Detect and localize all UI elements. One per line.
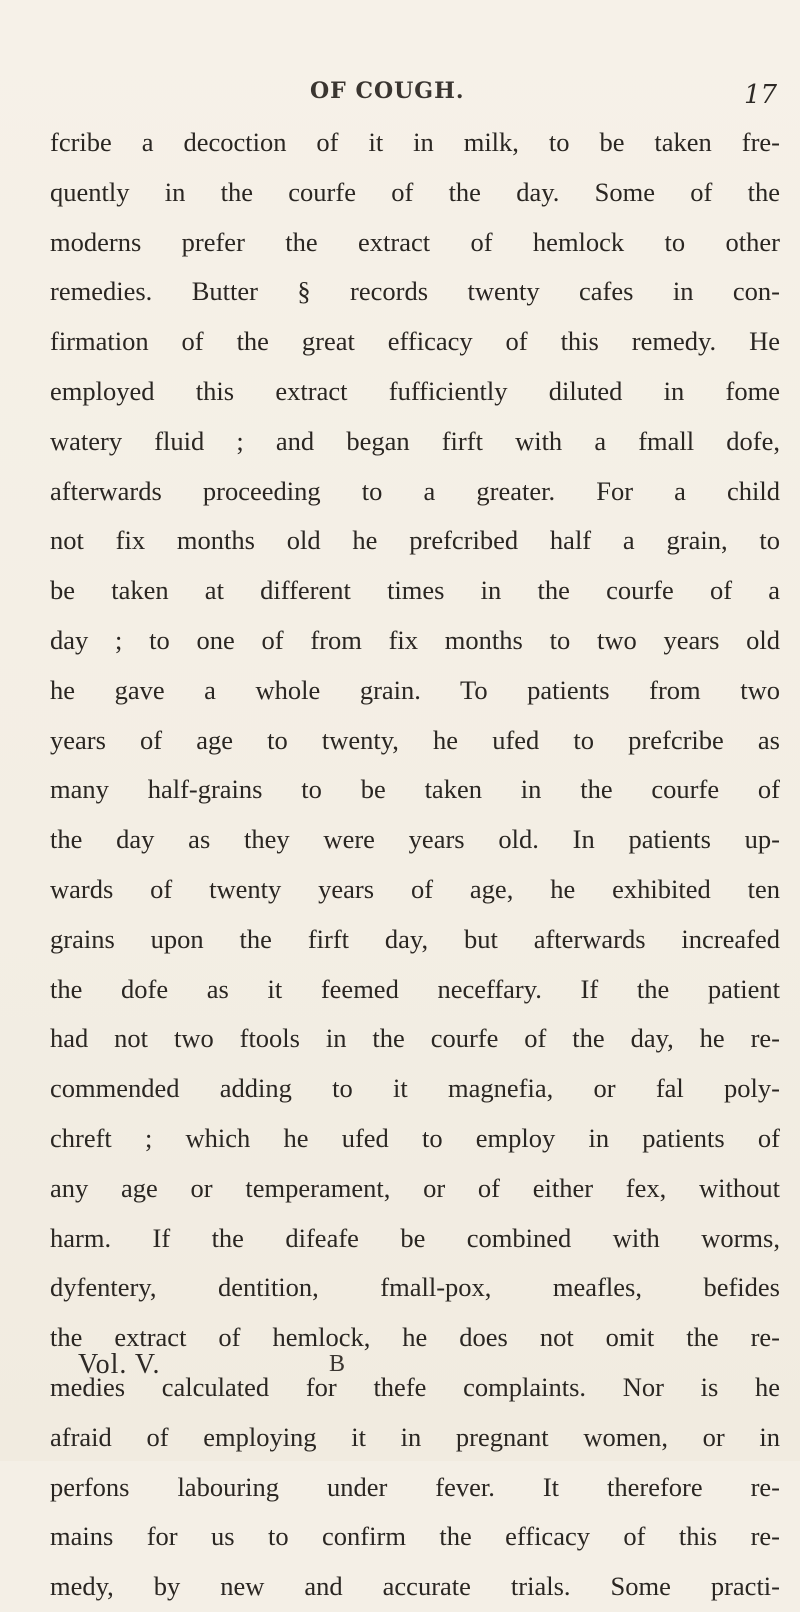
text-line: the day as they were years old. In patients up-: [50, 824, 780, 855]
text-line: wards of twenty years of age, he exhibited ten: [50, 873, 780, 904]
text-line: the dofe as it feemed neceffary. If the patient: [50, 973, 780, 1004]
text-line: employed this extract fufficiently diluted in fome: [50, 375, 780, 406]
text-line: medies calculated for thefe complaints. Nor is he: [50, 1371, 780, 1402]
text-line: watery fluid ; and began firft with a fmall dofe,: [50, 425, 780, 456]
text-line: be taken at different times in the courfe of a: [50, 575, 780, 606]
volume-label: Vol. V.: [78, 1349, 161, 1380]
running-title: OF COUGH.: [310, 78, 465, 104]
text-line: years of age to twenty, he ufed to prefcribe as: [50, 724, 780, 755]
text-line: chreft ; which he ufed to employ in patients of: [50, 1122, 780, 1153]
text-line: quently in the courfe of the day. Some of the: [50, 176, 780, 207]
text-line: any age or temperament, or of either fex, without: [50, 1172, 780, 1203]
text-line: remedies. Butter § records twenty cafes in con-: [50, 276, 780, 307]
text-line: afraid of employing it in pregnant women, or in: [50, 1421, 780, 1452]
text-line: day ; to one of from fix months to two years old: [50, 624, 780, 655]
text-line: dyfentery, dentition, fmall-pox, meafles, befides: [50, 1272, 780, 1303]
text-line: harm. If the difeafe be combined with worms,: [50, 1222, 780, 1253]
text-line: fcribe a decoction of it in milk, to be taken fre-: [50, 127, 780, 157]
text-line: he gave a whole grain. To patients from two: [50, 674, 780, 705]
signature-mark: B: [329, 1351, 346, 1377]
text-line: not fix months old he prefcribed half a grain, to: [50, 525, 780, 556]
page-header: [0, 78, 800, 118]
text-line: the extract of hemlock, he does not omit the re-: [50, 1322, 780, 1353]
text-line: grains upon the firft day, but afterwards increafed: [50, 923, 780, 954]
text-line: afterwards proceeding to a greater. For a child: [50, 475, 780, 506]
text-line: many half-grains to be taken in the courfe of: [50, 774, 780, 805]
page-number: 17: [744, 80, 778, 110]
page-footer: [78, 1349, 478, 1389]
text-line: mains for us to confirm the efficacy of this re-: [50, 1521, 780, 1552]
text-line: firmation of the great efficacy of this remedy. He: [50, 326, 780, 357]
text-line: perfons labouring under fever. It therefore re-: [50, 1471, 780, 1502]
text-line: commended adding to it magnefia, or fal poly-: [50, 1073, 780, 1104]
text-line: medy, by new and accurate trials. Some practi-: [50, 1571, 780, 1602]
text-line: moderns prefer the extract of hemlock to other: [50, 226, 780, 257]
text-line: had not two ftools in the courfe of the day, he re-: [50, 1023, 780, 1054]
